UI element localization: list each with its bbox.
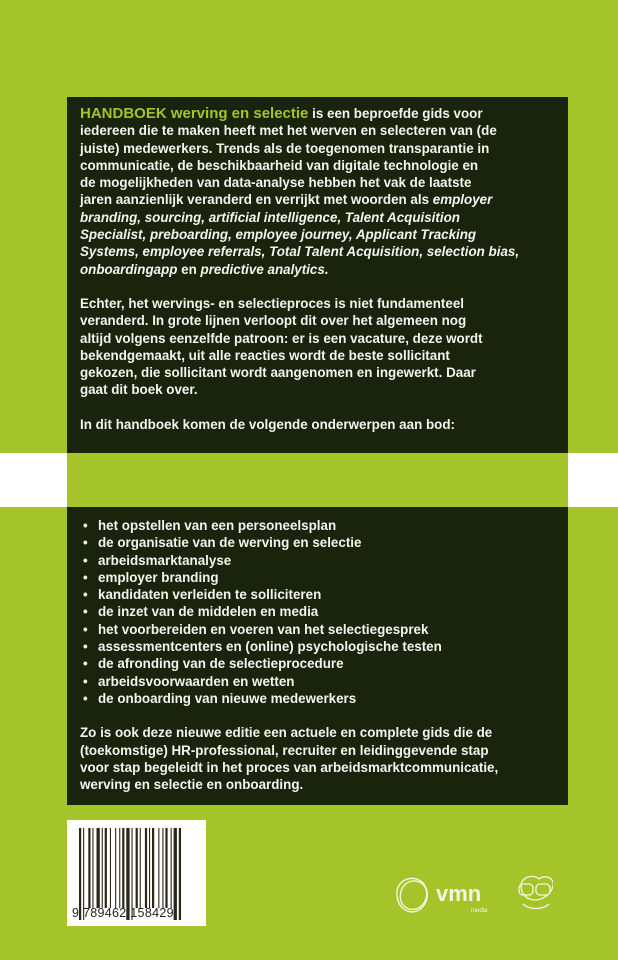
text-segment: employer — [432, 192, 493, 208]
topic-label: de afronding van de selectieprocedure — [98, 656, 344, 672]
bullet-icon: • — [83, 656, 88, 672]
intro-line — [80, 209, 568, 226]
mascot-glasses-icon — [519, 876, 553, 908]
paragraph-line: Echter, het wervings- en selectieproces is niet fundamenteel — [80, 295, 464, 311]
topic-item — [80, 517, 568, 534]
topics-panel — [67, 507, 568, 805]
barcode-bar — [105, 828, 107, 908]
publisher-logos — [393, 872, 553, 921]
topic-item — [80, 690, 568, 707]
process-paragraph — [80, 295, 568, 399]
topic-item — [80, 552, 568, 569]
paragraph-line: werving en selectie en onboarding. — [80, 777, 304, 793]
barcode-bar — [165, 828, 167, 908]
topic-item — [80, 638, 568, 655]
barcode-bar — [115, 828, 116, 908]
text-segment: de mogelijkheden van data-analyse hebben het vak de laatste — [80, 175, 472, 191]
intro-line — [80, 122, 568, 139]
text-segment: branding, sourcing, artificial intelligence, Talent Acquisition — [80, 209, 460, 225]
topic-label: assessmentcenters en (online) psychologische testen — [98, 639, 442, 655]
paragraph-line: gekozen, die sollicitant wordt aangenomen en ingewerkt. Daar — [80, 365, 476, 381]
text-segment: jaren aanzienlijk veranderd en verrijkt met woorden als — [80, 192, 433, 208]
intro-paragraph — [80, 105, 568, 278]
barcode-bar — [97, 828, 100, 908]
bullet-icon: • — [83, 604, 88, 620]
intro-line — [80, 226, 568, 243]
bullet-icon: • — [83, 552, 88, 568]
barcode-bar — [145, 828, 147, 908]
barcode-bar — [179, 828, 181, 920]
barcode-bar — [92, 828, 93, 908]
svg-text:vmn: vmn — [436, 881, 482, 906]
text-segment: en — [177, 261, 201, 277]
topics-list — [80, 517, 568, 707]
topic-item — [80, 655, 568, 672]
topic-label: kandidaten verleiden te solliciteren — [98, 587, 322, 603]
intro-line — [80, 243, 568, 260]
paragraph-line: veranderd. In grote lijnen verloopt dit over het algemeen nog — [80, 313, 467, 329]
text-segment: is een beproefde gids voor — [308, 106, 483, 121]
text-segment: Systems, employee referrals, Total Talent Acquisition, selection bias, — [80, 244, 520, 260]
topic-label: employer branding — [98, 569, 219, 585]
bullet-icon: • — [83, 587, 88, 603]
paragraph-line: (toekomstige) HR-professional, recruiter en leidinggevende stap — [80, 742, 489, 758]
white-band-left — [0, 453, 67, 507]
intro-line — [80, 140, 568, 157]
paragraph-line: bekendgemaakt, uit alle reacties wordt de beste sollicitant — [80, 347, 450, 363]
intro-line — [80, 105, 568, 122]
barcode-bar — [152, 828, 154, 908]
text-segment: iedereen die te maken heeft met het werven en selecteren van (de — [80, 123, 497, 139]
topic-item — [80, 569, 568, 586]
topic-label: arbeidsmarktanalyse — [98, 552, 232, 568]
bullet-icon: • — [83, 535, 88, 551]
text-segment: onboardingapp — [80, 261, 178, 277]
barcode-bar — [110, 828, 111, 908]
text-segment: juiste) medewerkers. Trends als de toegenomen transparantie in — [80, 140, 490, 156]
intro-line — [80, 261, 568, 278]
barcode-bar — [136, 828, 138, 908]
paragraph-line: voor stap begeleidt in het proces van arbeidsmarktcommunicatie, — [80, 759, 499, 775]
text-segment: predictive analytics. — [200, 261, 329, 277]
paragraph-line: gaat dit boek over. — [80, 382, 198, 398]
barcode-bar — [140, 828, 141, 908]
bullet-icon: • — [83, 569, 88, 585]
topic-item — [80, 603, 568, 620]
topics-intro: In dit handboek komen de volgende onderwerpen aan bod: — [80, 416, 455, 432]
intro-line — [80, 157, 568, 174]
barcode-bar — [149, 828, 150, 908]
white-band-right — [568, 453, 618, 507]
intro-line — [80, 174, 568, 191]
barcode-bar — [171, 828, 172, 908]
barcode-bar — [162, 828, 163, 908]
topic-label: het opstellen van een personeelsplan — [98, 518, 337, 533]
bullet-icon: • — [83, 690, 88, 706]
svg-text:media: media — [471, 908, 488, 914]
topic-label: het voorbereiden en voeren van het selectiegesprek — [98, 621, 429, 637]
paragraph-line: altijd volgens eenzelfde patroon: er is een vacature, deze wordt — [80, 330, 483, 346]
topic-label: de organisatie van de werving en selectie — [98, 535, 362, 551]
topic-item — [80, 586, 568, 603]
barcode-bar — [174, 828, 177, 920]
description-panel — [67, 97, 568, 453]
topic-label: de inzet van de middelen en media — [98, 604, 319, 620]
isbn-number: 9 789462 158429 — [72, 906, 174, 920]
vmn-media-logo — [393, 872, 553, 916]
topic-label: arbeidsvoorwaarden en wetten — [98, 673, 295, 689]
isbn-barcode — [67, 820, 206, 926]
topic-item — [80, 534, 568, 551]
text-segment: Specialist, preboarding, employee journey, Applicant Tracking — [80, 227, 477, 243]
topic-item — [80, 621, 568, 638]
text-segment: communicatie, de beschikbaarheid van digitale technologie en — [80, 157, 479, 173]
paragraph-line: Zo is ook deze nieuwe editie een actuele en complete gids die de — [80, 725, 493, 741]
barcode-bar — [158, 828, 159, 908]
barcode-bar — [119, 828, 120, 908]
barcode-bar — [102, 828, 103, 908]
bullet-icon: • — [83, 673, 88, 689]
topic-label: de onboarding van nieuwe medewerkers — [98, 690, 357, 706]
bullet-icon: • — [83, 621, 88, 637]
barcode-bar — [88, 828, 90, 908]
barcode-bar — [122, 828, 124, 908]
closing-paragraph — [80, 724, 568, 793]
bullet-icon: • — [83, 518, 88, 533]
book-title-highlight: HANDBOEK werving en selectie — [80, 105, 309, 122]
topic-item — [80, 673, 568, 690]
intro-line — [80, 191, 568, 208]
bullet-icon: • — [83, 639, 88, 655]
